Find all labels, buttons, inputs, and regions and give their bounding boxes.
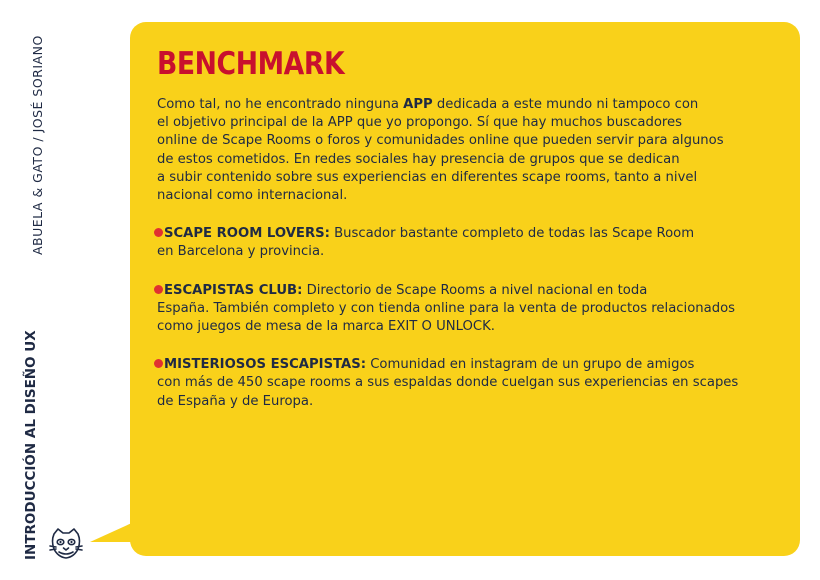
bullet-line bbox=[157, 318, 797, 336]
card-heading: BENCHMARK bbox=[157, 46, 345, 82]
card-body bbox=[157, 96, 797, 431]
intro-line bbox=[157, 169, 797, 187]
intro-line-text: online de Scape Rooms o foros y comunidades online que pueden servir para algunos bbox=[157, 133, 724, 149]
intro-line-text: a subir contenido sobre sus experiencias en diferentes scape rooms, tanto a nivel bbox=[157, 169, 698, 185]
bullet-text: en Barcelona y provincia. bbox=[157, 244, 325, 260]
bullet-text: Directorio de Scape Rooms a nivel nacional en toda bbox=[302, 282, 648, 298]
speech-bubble-tail bbox=[90, 522, 134, 542]
bullet-name: MISTERIOSOS ESCAPISTAS: bbox=[164, 357, 367, 373]
bullet-line bbox=[157, 393, 797, 411]
bullet-text: Comunidad en instagram de un grupo de amigos bbox=[366, 357, 695, 373]
intro-line-text: Como tal, no he encontrado ninguna bbox=[157, 97, 404, 112]
bullet-name: ESCAPISTAS CLUB: bbox=[164, 282, 303, 298]
intro-line-text: dedicada a este mundo ni tampoco con bbox=[432, 97, 699, 112]
bullet-text: de España y de Europa. bbox=[157, 393, 314, 409]
red-dot-icon bbox=[154, 359, 163, 368]
course-title: INTRODUCCIÓN AL DISEÑO UX bbox=[23, 330, 39, 560]
intro-line-bold: APP bbox=[403, 97, 433, 112]
bullet-line bbox=[157, 356, 797, 374]
intro-line bbox=[157, 114, 797, 132]
bullet-text: España. También completo y con tienda online para la venta de productos relacionados bbox=[157, 300, 736, 316]
bullet-name: SCAPE ROOM LOVERS: bbox=[164, 226, 330, 242]
cat-head-icon bbox=[46, 524, 86, 564]
bullet-item bbox=[157, 356, 797, 411]
red-dot-icon bbox=[154, 285, 163, 294]
red-dot-icon bbox=[154, 228, 163, 237]
bullet-text: Buscador bastante completo de todas las Scape Room bbox=[329, 226, 695, 242]
bullet-text: como juegos de mesa de la marca EXIT O UNLOCK. bbox=[157, 319, 495, 335]
author-credit: ABUELA & GATO / JOSÉ SORIANO bbox=[30, 35, 45, 255]
bullet-line bbox=[157, 243, 797, 261]
bullet-item bbox=[157, 225, 797, 261]
intro-line-text: el objetivo principal de la APP que yo propongo. Sí que hay muchos buscadores bbox=[157, 115, 683, 131]
bullet-line bbox=[157, 225, 797, 243]
intro-line bbox=[157, 187, 797, 205]
intro-line-text: de estos cometidos. En redes sociales hay presencia de grupos que se dedican bbox=[157, 151, 680, 167]
intro-line bbox=[157, 96, 797, 114]
bullet-line bbox=[157, 374, 797, 392]
intro-line bbox=[157, 132, 797, 150]
bullet-text: con más de 450 scape rooms a sus espaldas donde cuelgan sus experiencias en scapes bbox=[157, 375, 739, 391]
bullet-item bbox=[157, 282, 797, 337]
intro-line bbox=[157, 151, 797, 169]
intro-paragraph bbox=[157, 96, 797, 205]
intro-line-text: nacional como internacional. bbox=[157, 188, 348, 204]
bullet-line bbox=[157, 282, 797, 300]
bullet-line bbox=[157, 300, 797, 318]
